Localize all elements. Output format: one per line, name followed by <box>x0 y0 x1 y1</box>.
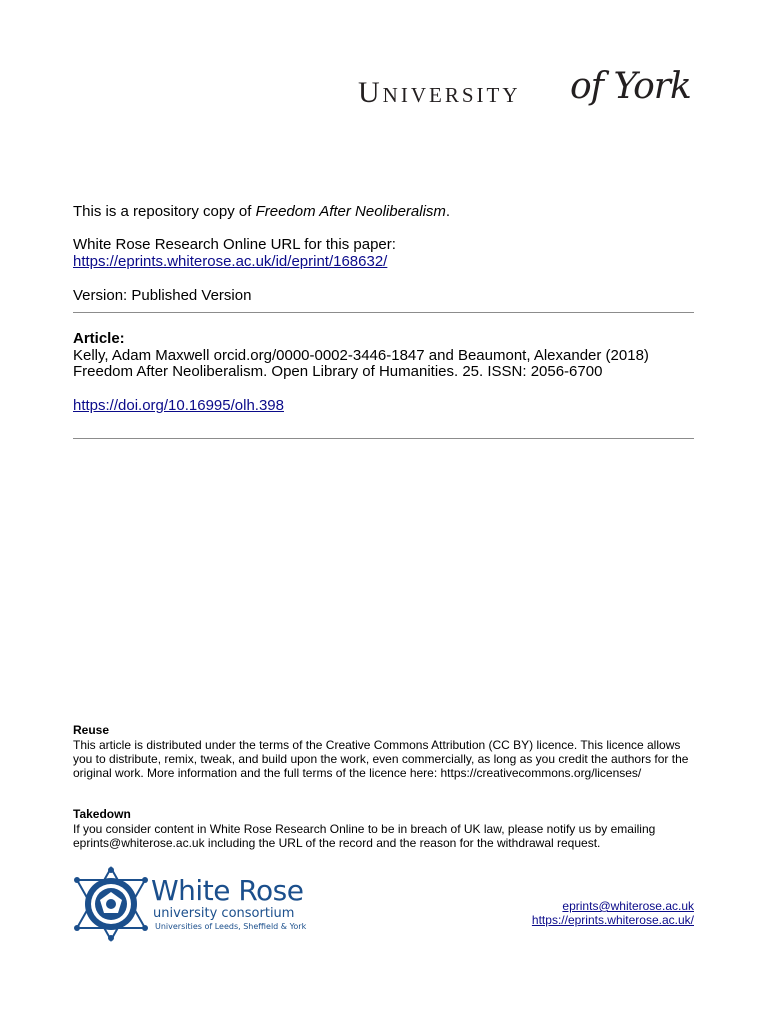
intro-suffix: . <box>445 203 451 220</box>
article-citation-line2: Freedom After Neoliberalism. Open Library of Humanities. 25. ISSN: 2056-6700 <box>73 363 603 380</box>
footer-email-link[interactable]: eprints@whiterose.ac.uk <box>562 899 694 913</box>
white-rose-logo <box>73 866 307 942</box>
footer-site-link[interactable]: https://eprints.whiterose.ac.uk/ <box>531 913 694 927</box>
reuse-heading: Reuse <box>73 723 110 737</box>
white-rose-subtitle: university consortium <box>153 906 295 921</box>
eprint-link[interactable]: https://eprints.whiterose.ac.uk/id/eprint/168632/ <box>73 253 388 270</box>
article-citation-line1: Kelly, Adam Maxwell orcid.org/0000-0002-3446-1847 and Beaumont, Alexander (2018) <box>73 347 649 364</box>
version-line: Version: Published Version <box>73 287 252 304</box>
logo-wordmark: University <box>358 76 521 109</box>
white-rose-title: White Rose <box>151 874 304 907</box>
white-rose-emblem-icon <box>73 866 149 942</box>
logo-script: of York <box>570 66 691 107</box>
takedown-text: If you consider content in White Rose Research Online to be in breach of UK law, please notify us by emailing eprints@whiterose.ac.uk including the URL of the record and the reason for the withdrawal request. <box>73 822 656 850</box>
university-of-york-logo <box>358 66 698 122</box>
divider-top <box>73 312 694 313</box>
reuse-text: This article is distributed under the terms of the Creative Commons Attribution (CC BY) licence. This licence allows you to distribute, remix, tweak, and build upon the work, even commercially, as long as you credit the authors for the original work. More information and the full terms of the licence here: https://creativecommons.org/licenses/ <box>73 738 689 780</box>
doi-link[interactable]: https://doi.org/10.16995/olh.398 <box>73 397 284 414</box>
divider-bottom <box>73 438 694 439</box>
repository-copy-line <box>73 203 450 220</box>
url-label: White Rose Research Online URL for this paper: <box>73 236 396 253</box>
intro-prefix: This is a repository copy of <box>73 203 256 220</box>
article-heading: Article: <box>73 330 125 347</box>
paper-title: Freedom After Neoliberalism <box>255 203 446 220</box>
white-rose-members: Universities of Leeds, Sheffield & York <box>155 922 307 931</box>
takedown-heading: Takedown <box>73 807 131 821</box>
